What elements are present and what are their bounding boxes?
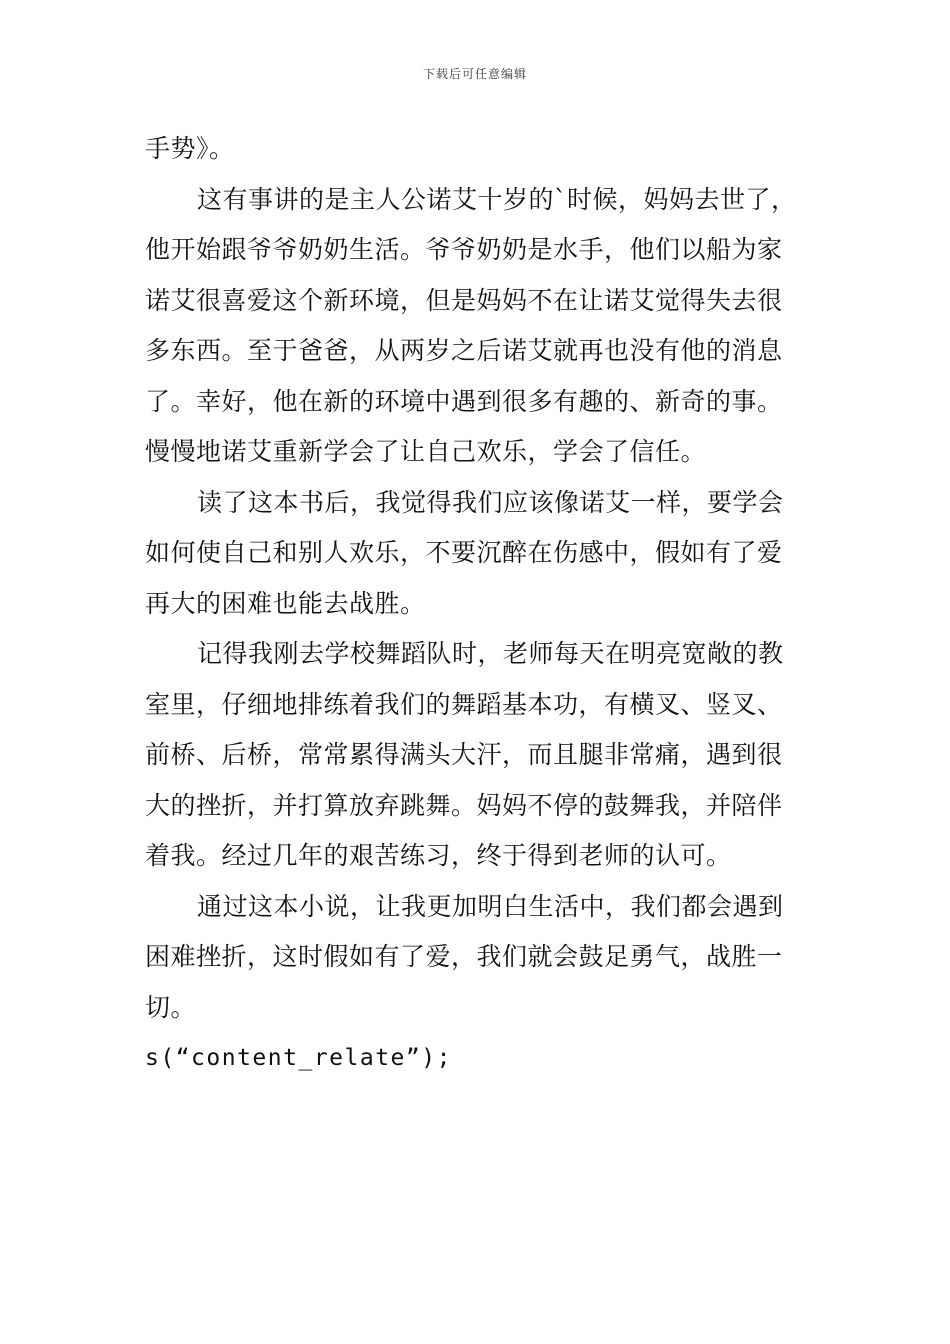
paragraph-start-line: 读了这本书后，我觉得我们应该像诺艾一样，要学会 — [197, 487, 784, 517]
text-line: 如何使自己和别人欢乐，不要沉醉在伤感中，假如有了爱 — [145, 538, 783, 567]
code-snippet-line: s(“content_relate”); — [145, 1045, 452, 1071]
text-line: 大的挫折，并打算放弃跳舞。妈妈不停的鼓舞我，并陪伴 — [145, 790, 783, 820]
text-line: 困难挫折，这时假如有了爱，我们就会鼓足勇气，战胜一 — [145, 942, 783, 971]
paragraph-start-line: 通过这本小说，让我更加明白生活中，我们都会遇到 — [197, 891, 784, 921]
text-line: 再大的困难也能去战胜。 — [145, 588, 426, 618]
text-line: 多东西。至于爸爸，从两岁之后诺艾就再也没有他的消息 — [145, 336, 783, 365]
text-line: 了。幸好，他在新的环境中遇到很多有趣的、新奇的事。 — [145, 386, 783, 416]
text-line: 室里，仔细地排练着我们的舞蹈基本功，有横叉、竖叉、 — [145, 689, 783, 719]
text-line: 手势》。 — [145, 134, 235, 163]
text-line: 他开始跟爷爷奶奶生活。爷爷奶奶是水手，他们以船为家 — [145, 235, 783, 264]
text-line: 切。 — [145, 992, 197, 1022]
text-line: 着我。经过几年的艰苦练习，终于得到老师的认可。 — [145, 841, 732, 870]
text-line: 前桥、后桥，常常累得满头大汗，而且腿非常痛，遇到很 — [145, 740, 783, 769]
text-line: 慢慢地诺艾重新学会了让自己欢乐，学会了信任。 — [145, 437, 707, 466]
document-body — [145, 124, 810, 1084]
text-line: 诺艾很喜爱这个新环境，但是妈妈不在让诺艾觉得失去很 — [145, 285, 783, 315]
header-note: 下载后可任意编辑 — [422, 67, 527, 81]
paragraph-start-line: 记得我刚去学校舞蹈队时，老师每天在明亮宽敞的教 — [197, 639, 784, 668]
paragraph-start-line: 这有事讲的是主人公诺艾十岁的`时候，妈妈去世了， — [197, 184, 797, 214]
